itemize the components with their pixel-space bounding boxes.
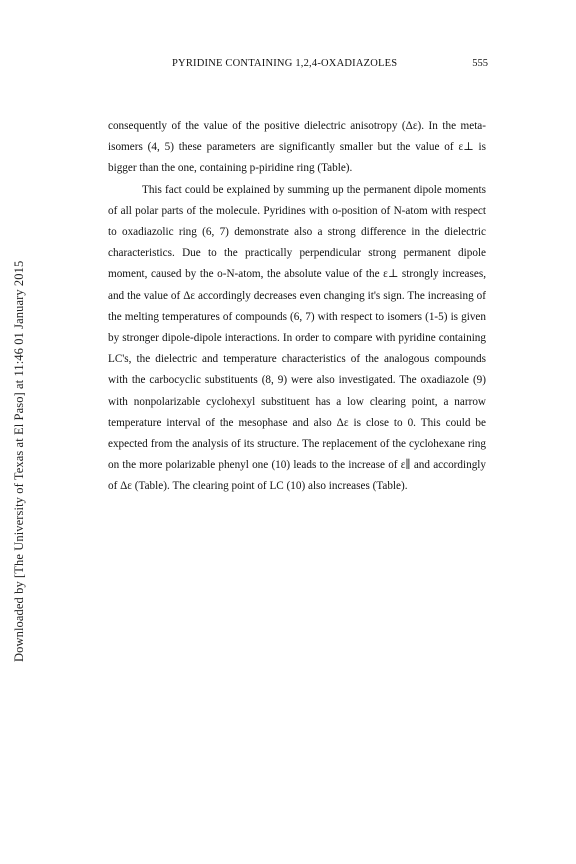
paragraph-continuation: consequently of the value of the positive dielectric anisotropy (Δε). In the meta-isomers (4, 5) these parameters are significantly smaller but the value of ε⊥ is bigger than the one, containing p-piridine ring (Table). [108,120,486,175]
paragraph-dipole-analysis: This fact could be explained by summing up the permanent dipole moments of all polar parts of the molecule. Pyridines with o-position of N-atom with respect to oxadiazolic ring (6, 7) demonstrate also a strong difference in the dielectric characteristics. Due to the practically perpendicular strong permanent dipole moment, caused by the o-N-atom, the absolute value of the ε⊥ strongly increases, and the value of Δε accordingly decreases even changing it's sign. The increasing of the melting temperatures of compounds (6, 7) with respect to isomers (1-5) is given by stronger dipole-dipole interactions. In order to compare with pyridine containing LC's, the dielectric and temperature characteristics of the analogous compounds with the carbocyclic substituents (8, 9) were also investigated. The oxadiazole (9) with nonpolarizable cyclohexyl substituent has a low clearing point, a narrow temperature interval of the mesophase and also Δε is close to 0. This could be expected from the analysis of its structure. The replacement of the cyclohexane ring on the more polarizable phenyl one (10) leads to the increase of ε∥ and accordingly of Δε (Table). The clearing point of LC (10) also increases (Table). [108,183,486,493]
body-text [108,116,486,498]
page-number: 555 [472,58,488,69]
running-header [108,58,488,74]
download-stamp-text: Downloaded by [The University of Texas at El Paso] at 11:46 01 January 2015 [12,260,26,662]
running-title: PYRIDINE CONTAINING 1,2,4-OXADIAZOLES [172,58,398,69]
